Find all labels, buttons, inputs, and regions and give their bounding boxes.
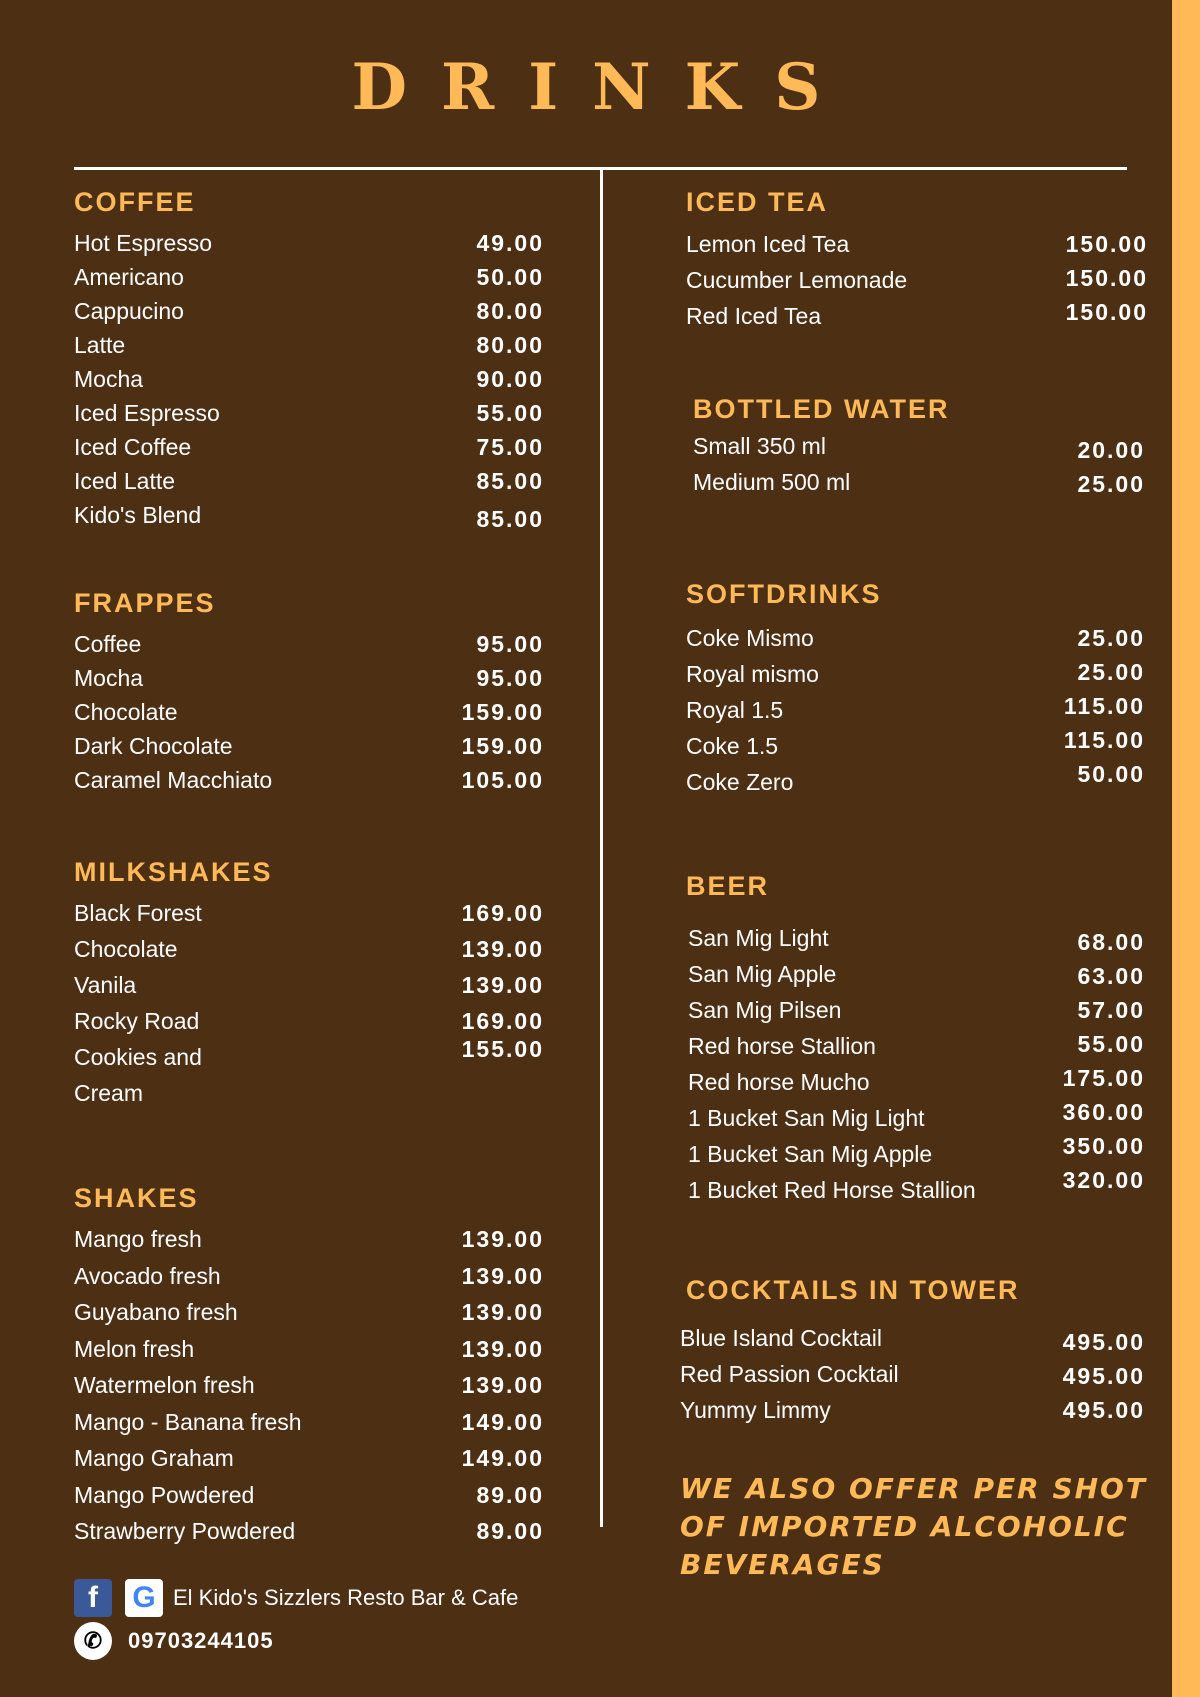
item-price: 150.00 [1065,265,1148,291]
item-name: Royal mismo [686,661,819,687]
item-price: 495.00 [1062,1363,1145,1389]
item-price: 80.00 [476,298,544,324]
item-price: 50.00 [1077,761,1145,787]
item-name: Americano [74,264,184,290]
item-price: 139.00 [461,1335,544,1362]
section-frappes [74,586,544,799]
item-price: 155.00 [461,1036,544,1062]
item-name: Iced Espresso [74,400,220,426]
item-price: 139.00 [461,1372,544,1398]
section-title: MILKSHAKES [74,857,273,887]
section-title: FRAPPES [74,588,216,618]
section-cocktails-in-tower [680,1273,1145,1428]
item-price: 139.00 [461,1226,544,1252]
item-price: 89.00 [476,1518,544,1544]
item-name: Blue Island Cocktail [680,1325,882,1351]
section-beer [686,869,1145,1203]
item-name: Coke Mismo [686,625,814,651]
google-icon[interactable]: G [125,1579,163,1617]
section-title: BEER [686,871,770,901]
item-price: 139.00 [461,972,544,998]
item-name: 1 Bucket San Mig Light [688,1105,925,1131]
item-list [686,229,1148,334]
item-name: Rocky Road [74,1008,200,1034]
item-name: Red horse Mucho [688,1069,870,1095]
item-price: 115.00 [1063,727,1145,753]
section-softdrinks [686,577,1145,798]
item-name: Red horse Stallion [688,1033,876,1059]
item-name: Mango Powdered [74,1481,255,1508]
item-price: 68.00 [1077,929,1145,955]
menu-title: DRINKS [351,50,855,125]
item-name: Hot Espresso [74,230,213,256]
item-name: Yummy Limmy [680,1397,831,1423]
item-name: Chocolate [74,936,178,962]
section-title: SHAKES [74,1183,199,1213]
item-name: Kido's Blend [74,502,202,528]
item-price: 159.00 [461,733,544,759]
item-list [74,629,544,799]
item-price: 139.00 [461,1299,544,1325]
item-name: San Mig Light [688,925,829,951]
item-price: 150.00 [1065,299,1148,325]
item-name: Cream [74,1080,144,1106]
item-list [693,431,1145,501]
item-name: Iced Latte [74,468,176,494]
facebook-icon[interactable]: f [74,1579,112,1617]
item-name: Medium 500 ml [693,469,851,495]
item-price: 20.00 [1077,437,1145,463]
item-price: 139.00 [461,936,544,962]
item-name: San Mig Pilsen [688,997,842,1023]
item-name: Cucumber Lemonade [686,267,908,293]
item-name: Dark Chocolate [74,733,233,759]
item-name: Cappucino [74,298,184,324]
item-price: 63.00 [1077,963,1145,989]
item-name: San Mig Apple [688,961,837,987]
section-bottled-water [693,392,1145,501]
item-name: Latte [74,332,126,358]
item-list [74,228,544,532]
item-name: Coke Zero [686,769,794,795]
section-iced-tea [686,185,1148,334]
item-name: Royal 1.5 [686,697,784,723]
section-title: COFFEE [74,187,196,217]
item-list [74,1224,544,1544]
item-price: 149.00 [461,1408,544,1435]
item-list [688,923,1145,1203]
item-list [74,898,544,1108]
item-name: 1 Bucket Red Horse Stallion [688,1177,976,1203]
item-price: 90.00 [476,366,544,392]
item-list [686,623,1145,798]
item-list [680,1323,1145,1428]
item-name: Mango Graham [74,1445,234,1471]
item-price: 55.00 [1077,1031,1145,1057]
item-price: 320.00 [1062,1167,1145,1193]
section-coffee [74,185,544,532]
item-name: Watermelon fresh [74,1372,255,1398]
item-name: 1 Bucket San Mig Apple [688,1141,933,1167]
item-price: 95.00 [476,631,544,657]
section-title: SOFTDRINKS [686,579,882,609]
item-name: Strawberry Powdered [74,1518,296,1544]
item-price: 149.00 [461,1445,544,1471]
item-name: Mocha [74,366,144,392]
item-price: 85.00 [476,506,544,532]
phone-number[interactable]: 09703244105 [128,1628,274,1653]
imported-beverages-note: WE ALSO OFFER PER SHOT OF IMPORTED ALCOHOLIC BEVERAGES [680,1472,1147,1581]
item-name: Red Iced Tea [686,303,822,329]
item-price: 80.00 [476,332,544,358]
item-price: 75.00 [476,434,544,460]
item-price: 105.00 [461,767,544,793]
item-name: Red Passion Cocktail [680,1361,899,1387]
item-price: 175.00 [1062,1065,1145,1091]
item-price: 25.00 [1077,625,1145,651]
section-title: ICED TEA [686,187,829,217]
item-name: Coke 1.5 [686,733,779,759]
item-price: 25.00 [1077,659,1145,685]
item-name: Mango fresh [74,1226,202,1252]
item-price: 89.00 [476,1481,544,1508]
item-price: 350.00 [1062,1133,1145,1159]
item-name: Coffee [74,631,142,657]
item-price: 495.00 [1062,1329,1145,1355]
side-accent-stripe [1172,0,1200,1697]
item-name: Small 350 ml [693,433,826,459]
item-name: Caramel Macchiato [74,767,273,793]
item-name: Chocolate [74,699,178,725]
item-name: Vanila [74,972,137,998]
item-price: 25.00 [1077,471,1145,497]
item-price: 159.00 [461,699,544,725]
section-title: BOTTLED WATER [693,394,950,424]
item-name: Black Forest [74,900,202,926]
section-title: COCKTAILS IN TOWER [686,1275,1020,1305]
item-name: Cookies and [74,1044,202,1070]
item-price: 169.00 [461,900,544,926]
item-price: 57.00 [1077,997,1145,1023]
item-name: Mocha [74,665,144,691]
item-name: Avocado fresh [74,1262,221,1289]
item-price: 95.00 [476,665,544,691]
column-divider [600,167,603,1527]
item-name: Lemon Iced Tea [686,231,850,257]
item-price: 169.00 [461,1008,544,1034]
section-shakes [74,1181,544,1544]
item-price: 85.00 [476,468,544,494]
section-milkshakes [74,855,544,1108]
item-price: 115.00 [1063,693,1145,719]
item-price: 49.00 [476,230,544,256]
item-price: 360.00 [1062,1099,1145,1125]
phone-icon: ✆ [74,1622,112,1660]
item-name: Mango - Banana fresh [74,1408,302,1435]
item-name: Melon fresh [74,1335,195,1362]
item-name: Guyabano fresh [74,1299,238,1325]
item-price: 50.00 [476,264,544,290]
item-price: 55.00 [476,400,544,426]
business-name: El Kido's Sizzlers Resto Bar & Cafe [173,1585,519,1610]
item-price: 150.00 [1065,231,1148,257]
item-price: 139.00 [461,1262,544,1289]
item-name: Iced Coffee [74,434,192,460]
item-price: 495.00 [1062,1397,1145,1423]
